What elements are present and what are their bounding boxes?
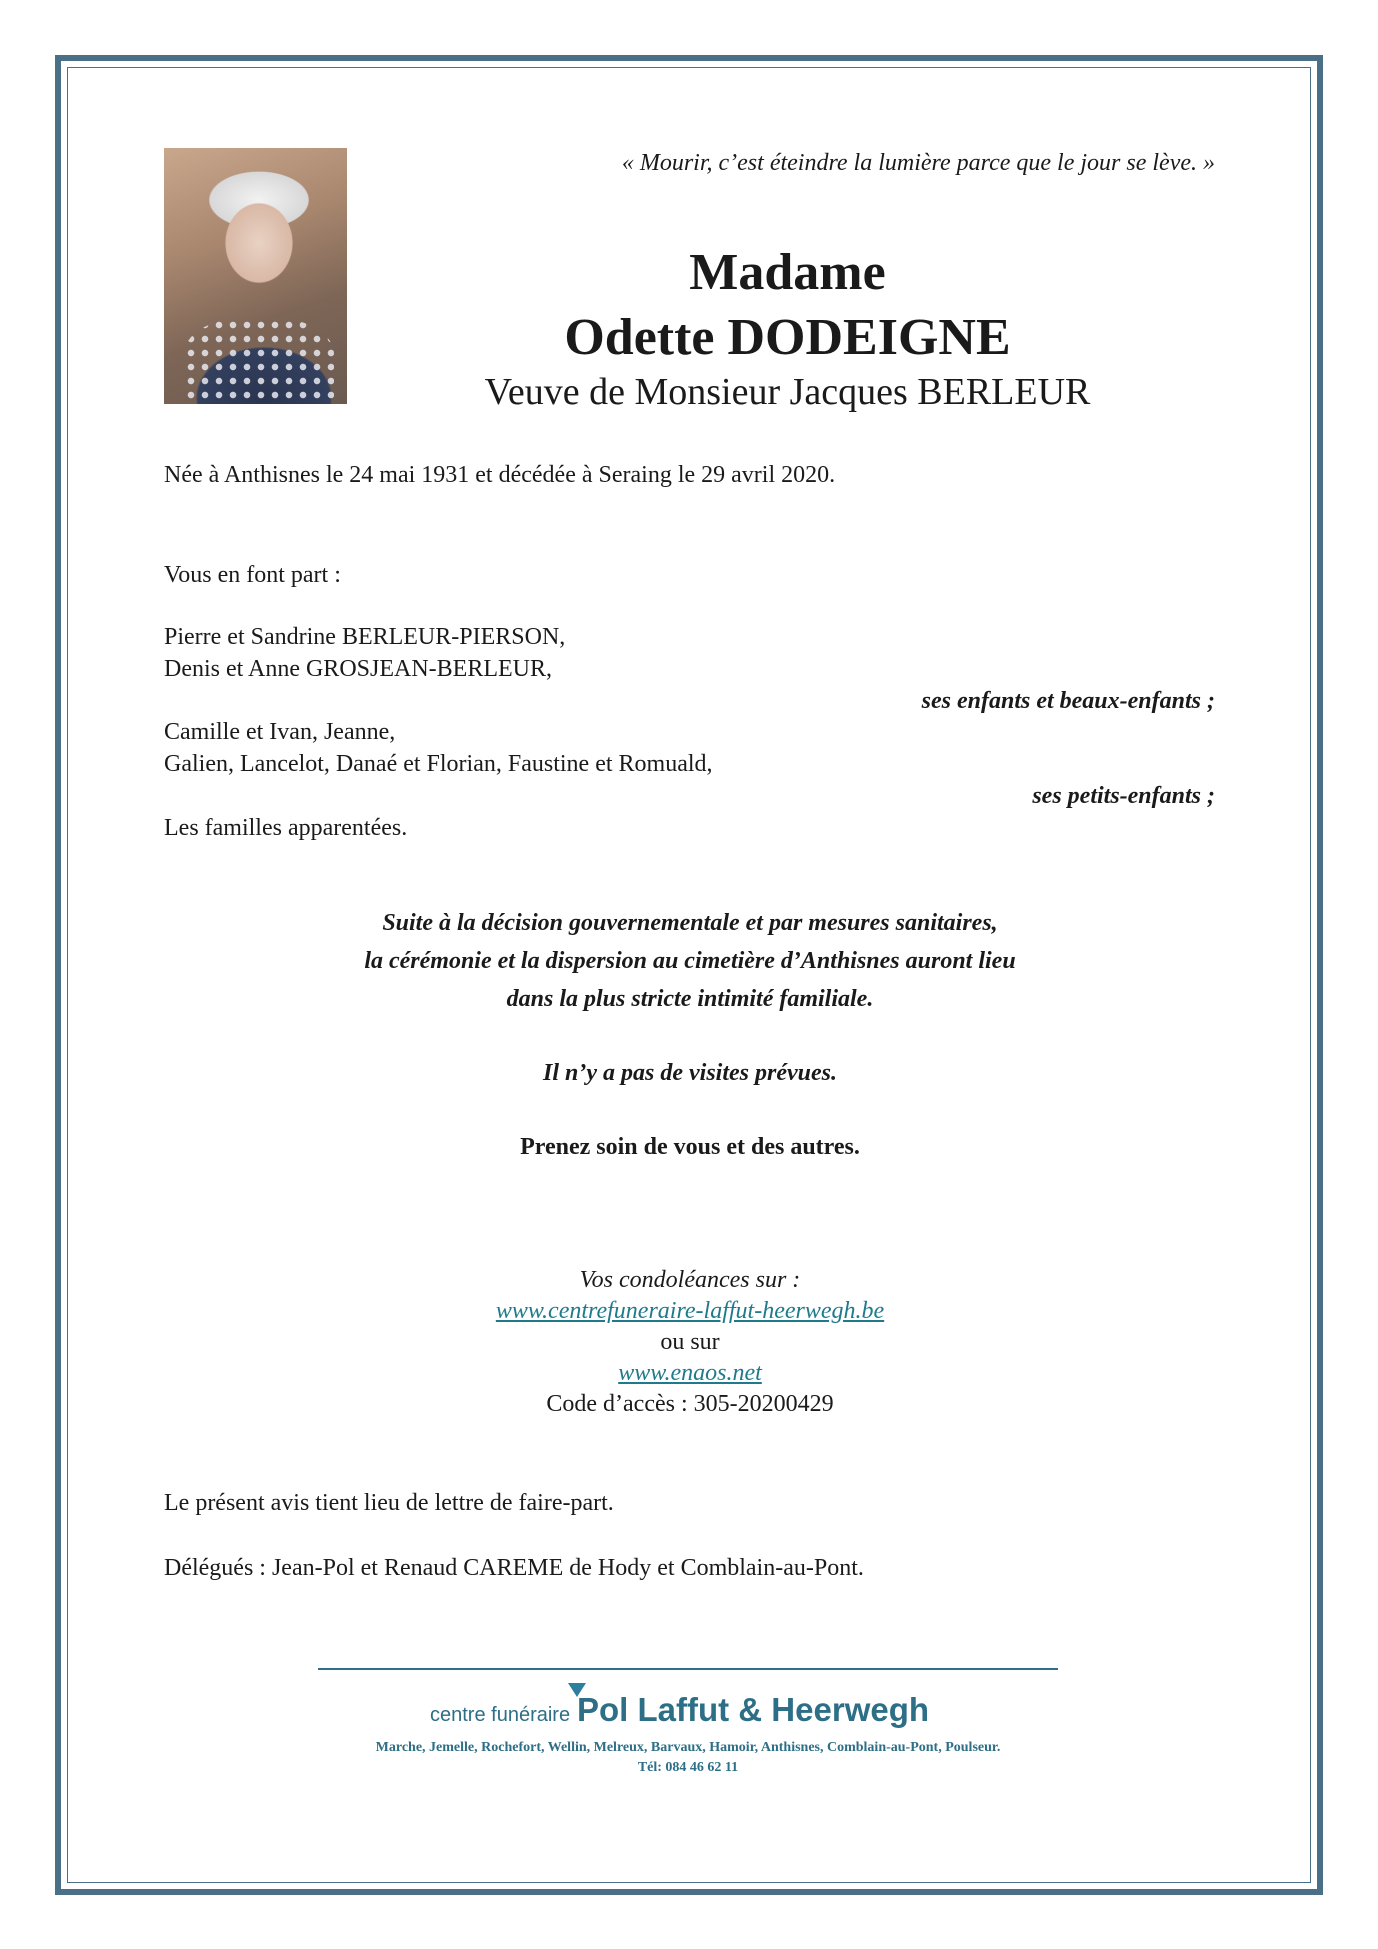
- portrait-photo: [164, 148, 347, 404]
- take-care: Prenez soin de vous et des autres.: [520, 1134, 860, 1160]
- children-line: Pierre et Sandrine BERLEUR-PIERSON,: [164, 624, 566, 650]
- widow-of: Veuve de Monsieur Jacques BERLEUR: [484, 371, 1091, 413]
- no-visits: Il n’y a pas de visites prévues.: [543, 1060, 837, 1086]
- grandchildren-line: Galien, Lancelot, Danaé et Florian, Faustine et Romuald,: [164, 751, 713, 777]
- delegates: Délégués : Jean-Pol et Renaud CAREME de Hody et Comblain-au-Pont.: [164, 1555, 864, 1581]
- deceased-name: Odette DODEIGNE: [564, 309, 1011, 366]
- condolences-intro: Vos condoléances sur :: [579, 1267, 801, 1293]
- footer-rule: [318, 1668, 1058, 1670]
- announce-intro: Vous en font part :: [164, 562, 341, 588]
- children-line: Denis et Anne GROSJEAN-BERLEUR,: [164, 656, 552, 682]
- children-label: ses enfants et beaux-enfants ;: [921, 688, 1215, 714]
- notice-line: Suite à la décision gouvernementale et par mesures sanitaires,: [382, 910, 998, 936]
- footer-towns: Marche, Jemelle, Rochefort, Wellin, Melreux, Barvaux, Hamoir, Anthisnes, Comblain-au-Pont, Poulseur.: [375, 1740, 1001, 1755]
- families: Les familles apparentées.: [164, 815, 408, 841]
- footer-tel: Tél: 084 46 62 11: [637, 1760, 739, 1775]
- access-code: Code d’accès : 305-20200429: [546, 1391, 834, 1417]
- grandchildren-label: ses petits-enfants ;: [1032, 783, 1215, 809]
- condolences-link-secondary[interactable]: www.enaos.net: [618, 1360, 762, 1386]
- letter-notice: Le présent avis tient lieu de lettre de faire-part.: [164, 1490, 614, 1516]
- quote: « Mourir, c’est éteindre la lumière parce que le jour se lève. »: [621, 150, 1215, 176]
- footer-brand: Pol Laffut & Heerwegh: [577, 1691, 930, 1728]
- grandchildren-line: Camille et Ivan, Jeanne,: [164, 719, 396, 745]
- notice-line: la cérémonie et la dispersion au cimetière d’Anthisnes auront lieu: [364, 948, 1016, 974]
- honorific: Madame: [689, 244, 886, 301]
- condolences-or: ou sur: [660, 1329, 720, 1355]
- footer-label: centre funéraire: [430, 1704, 571, 1726]
- notice-line: dans la plus stricte intimité familiale.: [506, 986, 874, 1012]
- birth-death: Née à Anthisnes le 24 mai 1931 et décédée à Seraing le 29 avril 2020.: [164, 462, 836, 488]
- condolences-link-primary[interactable]: www.centrefuneraire-laffut-heerwegh.be: [495, 1298, 885, 1324]
